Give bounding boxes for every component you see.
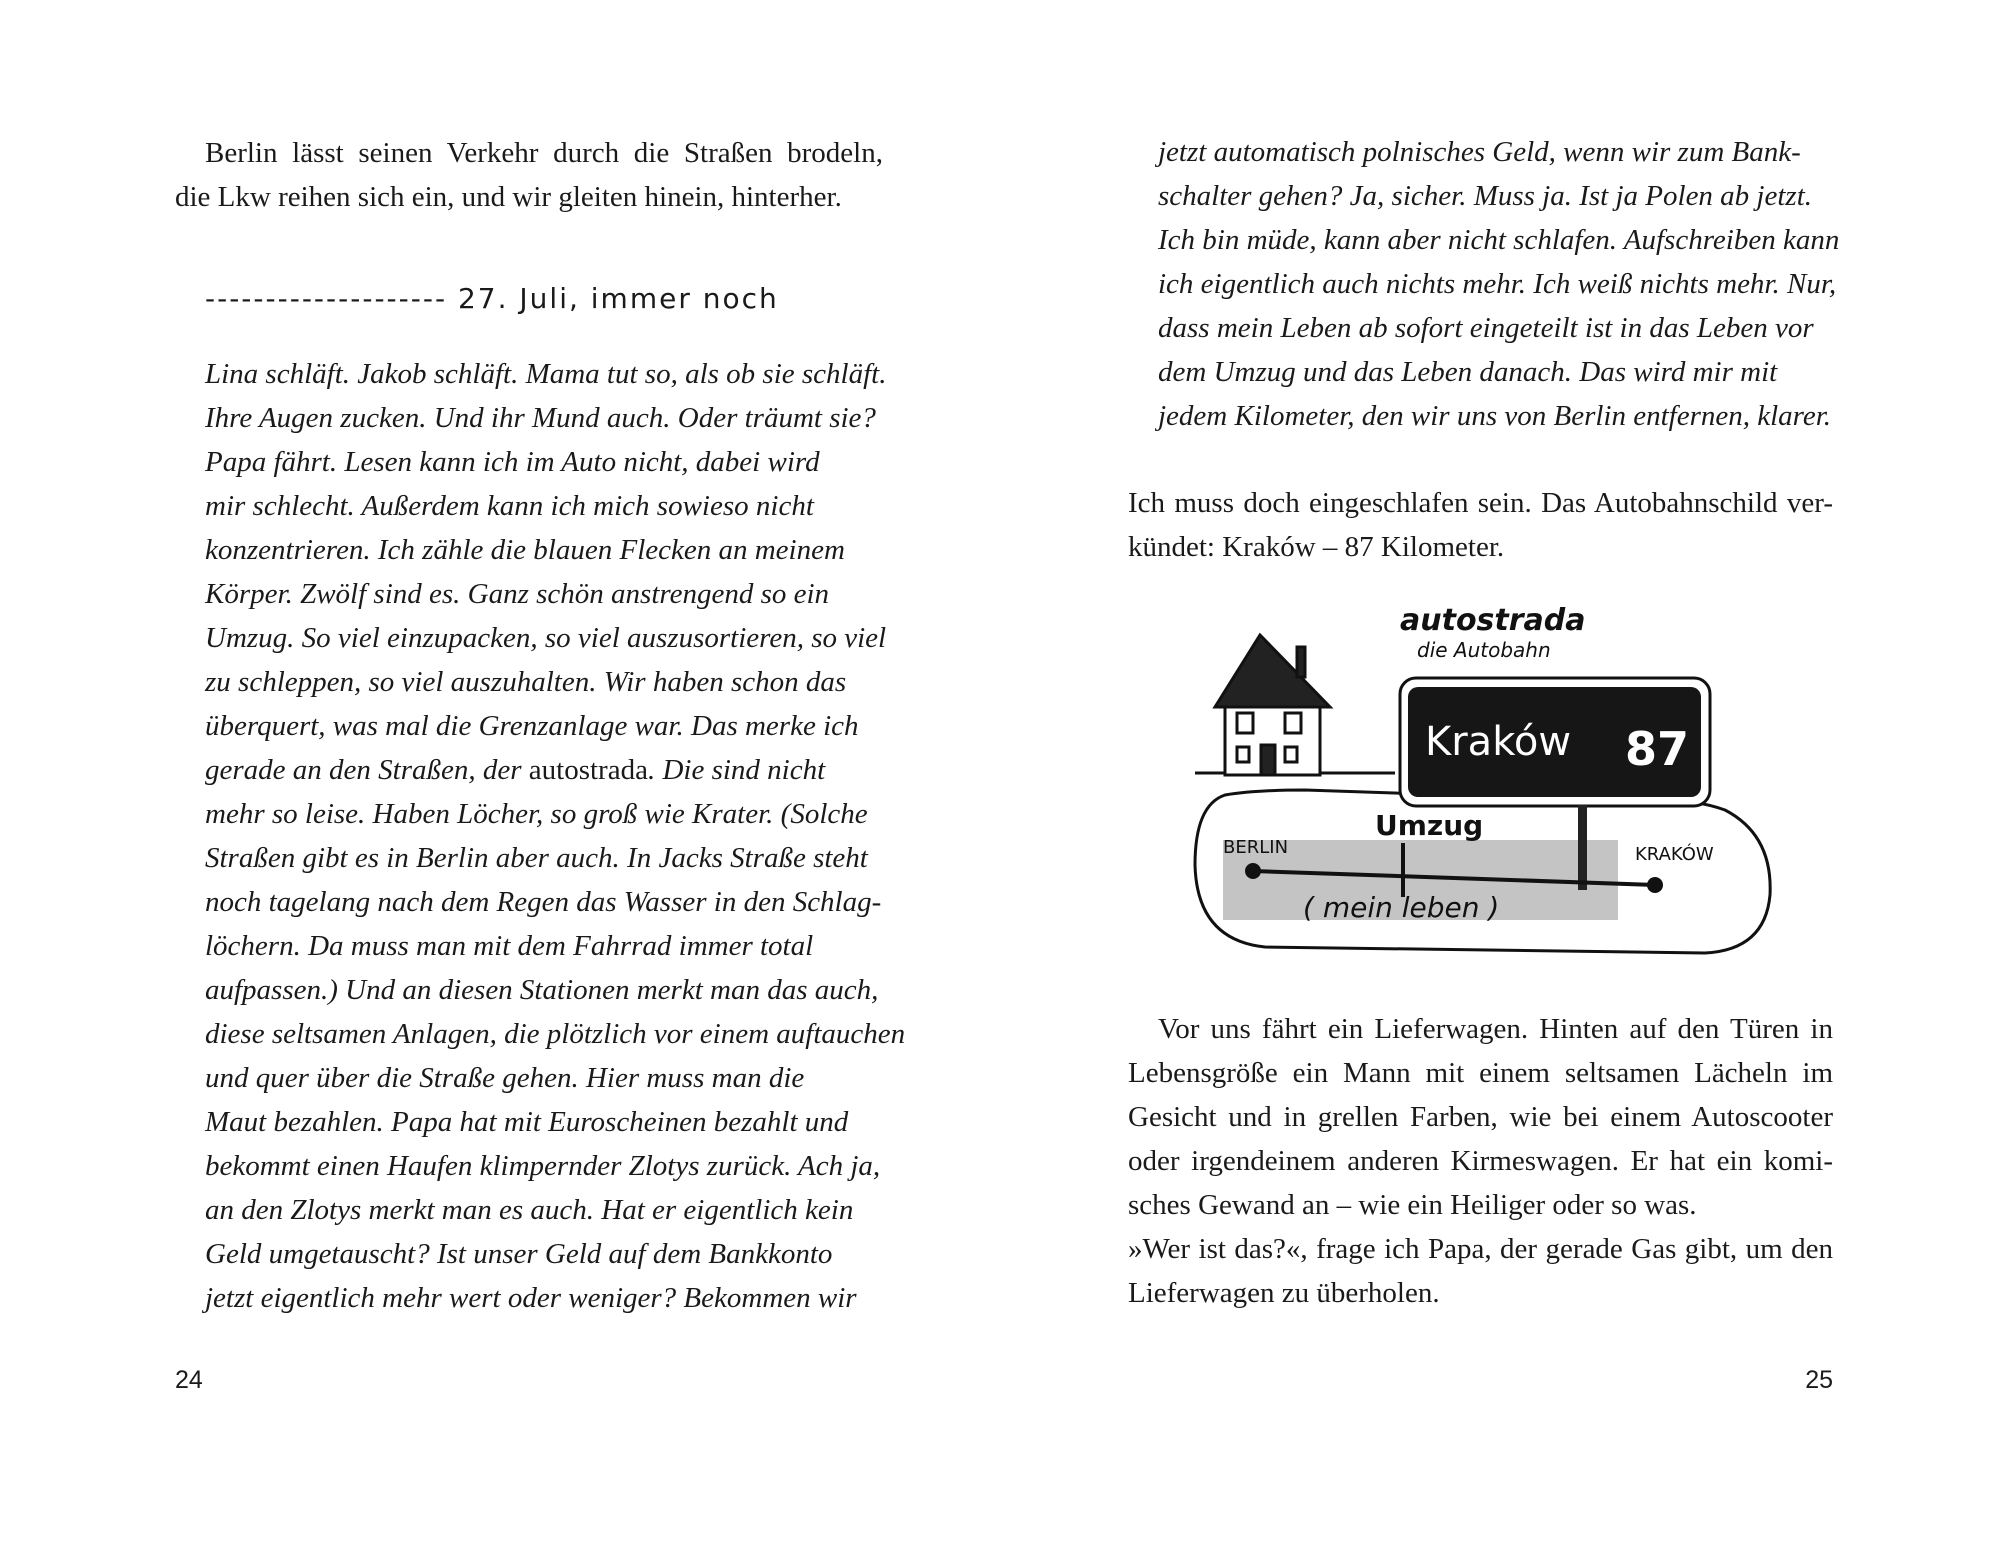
text-line: aufpassen.) Und an diesen Stationen merkt man das auch, (205, 974, 879, 1006)
text-line: diese seltsamen Anlagen, die plötzlich vor einem auftauchen (205, 1018, 906, 1050)
text-line: Berlin lässt seinen Verkehr durch die Straßen brodeln, (205, 137, 883, 169)
text-segment: gerade an den Straßen, der (205, 754, 529, 786)
text-line: sches Gewand an – wie ein Heiliger oder so was. (1128, 1189, 1697, 1221)
text-line: Lebensgröße ein Mann mit einem seltsamen Lächeln im (1128, 1057, 1833, 1089)
text-line: dem Umzug und das Leben danach. Das wird mir mit (1158, 356, 1778, 388)
page-number-right: 25 (1805, 1366, 1833, 1394)
text-line: zu schleppen, so viel auszuhalten. Wir haben schon das (205, 666, 847, 698)
left-intro-paragraph (175, 131, 883, 219)
paragraph-sign (1128, 481, 1833, 569)
text-line: Körper. Zwölf sind es. Ganz schön anstrengend so ein (205, 578, 830, 610)
diary-date: 27. Juli, immer noch (457, 282, 779, 315)
text-line: Lina schläft. Jakob schläft. Mama tut so, als ob sie schläft. (205, 358, 887, 390)
text-line: jetzt eigentlich mehr wert oder weniger? Bekommen wir (205, 1282, 857, 1314)
sign-distance: 87 (1625, 722, 1690, 776)
timeline-right-label: KRAKÓW (1635, 844, 1714, 865)
text-line: Ihre Augen zucken. Und ihr Mund auch. Oder träumt sie? (205, 402, 876, 434)
text-line: mehr so leise. Haben Löcher, so groß wie Krater. (Solche (205, 798, 868, 830)
left-diary-entry (205, 352, 906, 1320)
text-line: überquert, was mal die Grenzanlage war. Das merke ich (205, 710, 859, 742)
autostrada-illustration (1185, 595, 1785, 965)
text-line: und quer über die Straße gehen. Hier muss man die (205, 1062, 805, 1094)
text-line: Vor uns fährt ein Lieferwagen. Hinten auf den Türen in (1158, 1013, 1833, 1045)
text-line: die Lkw reihen sich ein, und wir gleiten hinein, hinterher. (175, 181, 842, 213)
page-number-left: 24 (175, 1366, 203, 1394)
text-line: schalter gehen? Ja, sicher. Muss ja. Ist ja Polen ab jetzt. (1158, 180, 1813, 212)
text-line: Umzug. So viel einzupacken, so viel auszusortieren, so viel (205, 622, 887, 654)
house-icon (1195, 635, 1395, 775)
text-line: jetzt automatisch polnisches Geld, wenn wir zum Bank- (1158, 136, 1801, 168)
text-line: oder irgendeinem anderen Kirmeswagen. Er hat ein komi- (1128, 1145, 1833, 1177)
timeline-marker-label: Umzug (1375, 809, 1484, 842)
timeline-end-dot (1647, 877, 1663, 893)
text-line: Straßen gibt es in Berlin aber auch. In Jacks Straße steht (205, 842, 868, 874)
diary-date-heading (205, 282, 779, 315)
text-line: »Wer ist das?«, frage ich Papa, der gerade Gas gibt, um den (1128, 1233, 1833, 1265)
text-line: Maut bezahlen. Papa hat mit Euroscheinen bezahlt und (205, 1106, 849, 1138)
sign-post (1578, 805, 1587, 890)
text-line: bekommt einen Haufen klimpernder Zlotys zurück. Ach ja, (205, 1150, 881, 1182)
sign-city: Kraków (1425, 719, 1572, 765)
text-line: löchern. Da muss man mit dem Fahrrad immer total (205, 930, 814, 962)
illustration-title: autostrada (1400, 603, 1586, 638)
timeline-label: ( mein leben ) (1303, 891, 1500, 924)
timeline-left-label: BERLIN (1223, 837, 1289, 858)
paragraph-lieferwagen (1128, 1007, 1833, 1315)
text-line: noch tagelang nach dem Regen das Wasser in den Schlag- (205, 886, 882, 918)
text-line: Geld umgetauscht? Ist unser Geld auf dem Bankkonto (205, 1238, 833, 1270)
text-line: konzentrieren. Ich zähle die blauen Flecken an meinem (205, 534, 845, 566)
text-line: ich eigentlich auch nichts mehr. Ich weiß nichts mehr. Nur, (1158, 268, 1837, 300)
foreign-word: autostrada (528, 754, 648, 786)
dash-line: -------------------- (205, 282, 448, 315)
text-line: kündet: Kraków – 87 Kilometer. (1128, 531, 1505, 563)
text-line (205, 748, 885, 792)
text-line: Gesicht und in grellen Farben, wie bei einem Autoscooter (1128, 1101, 1833, 1133)
right-diary-entry (1158, 130, 1838, 438)
text-line: jedem Kilometer, den wir uns von Berlin entfernen, klarer. (1158, 400, 1832, 432)
text-line: Ich muss doch eingeschlafen sein. Das Autobahnschild ver- (1128, 487, 1833, 519)
timeline-start-dot (1245, 863, 1261, 879)
text-line: dass mein Leben ab sofort eingeteilt ist in das Leben vor (1158, 312, 1814, 344)
text-line: Ich bin müde, kann aber nicht schlafen. Aufschreiben kann (1158, 224, 1840, 256)
text-line: an den Zlotys merkt man es auch. Hat er eigentlich kein (205, 1194, 854, 1226)
text-line: Lieferwagen zu überholen. (1128, 1277, 1440, 1309)
text-line: Papa fährt. Lesen kann ich im Auto nicht, dabei wird (205, 446, 820, 478)
text-line: mir schlecht. Außerdem kann ich mich sowieso nicht (205, 490, 814, 522)
illustration-subtitle: die Autobahn (1417, 638, 1551, 662)
text-segment: . Die sind nicht (647, 754, 826, 786)
